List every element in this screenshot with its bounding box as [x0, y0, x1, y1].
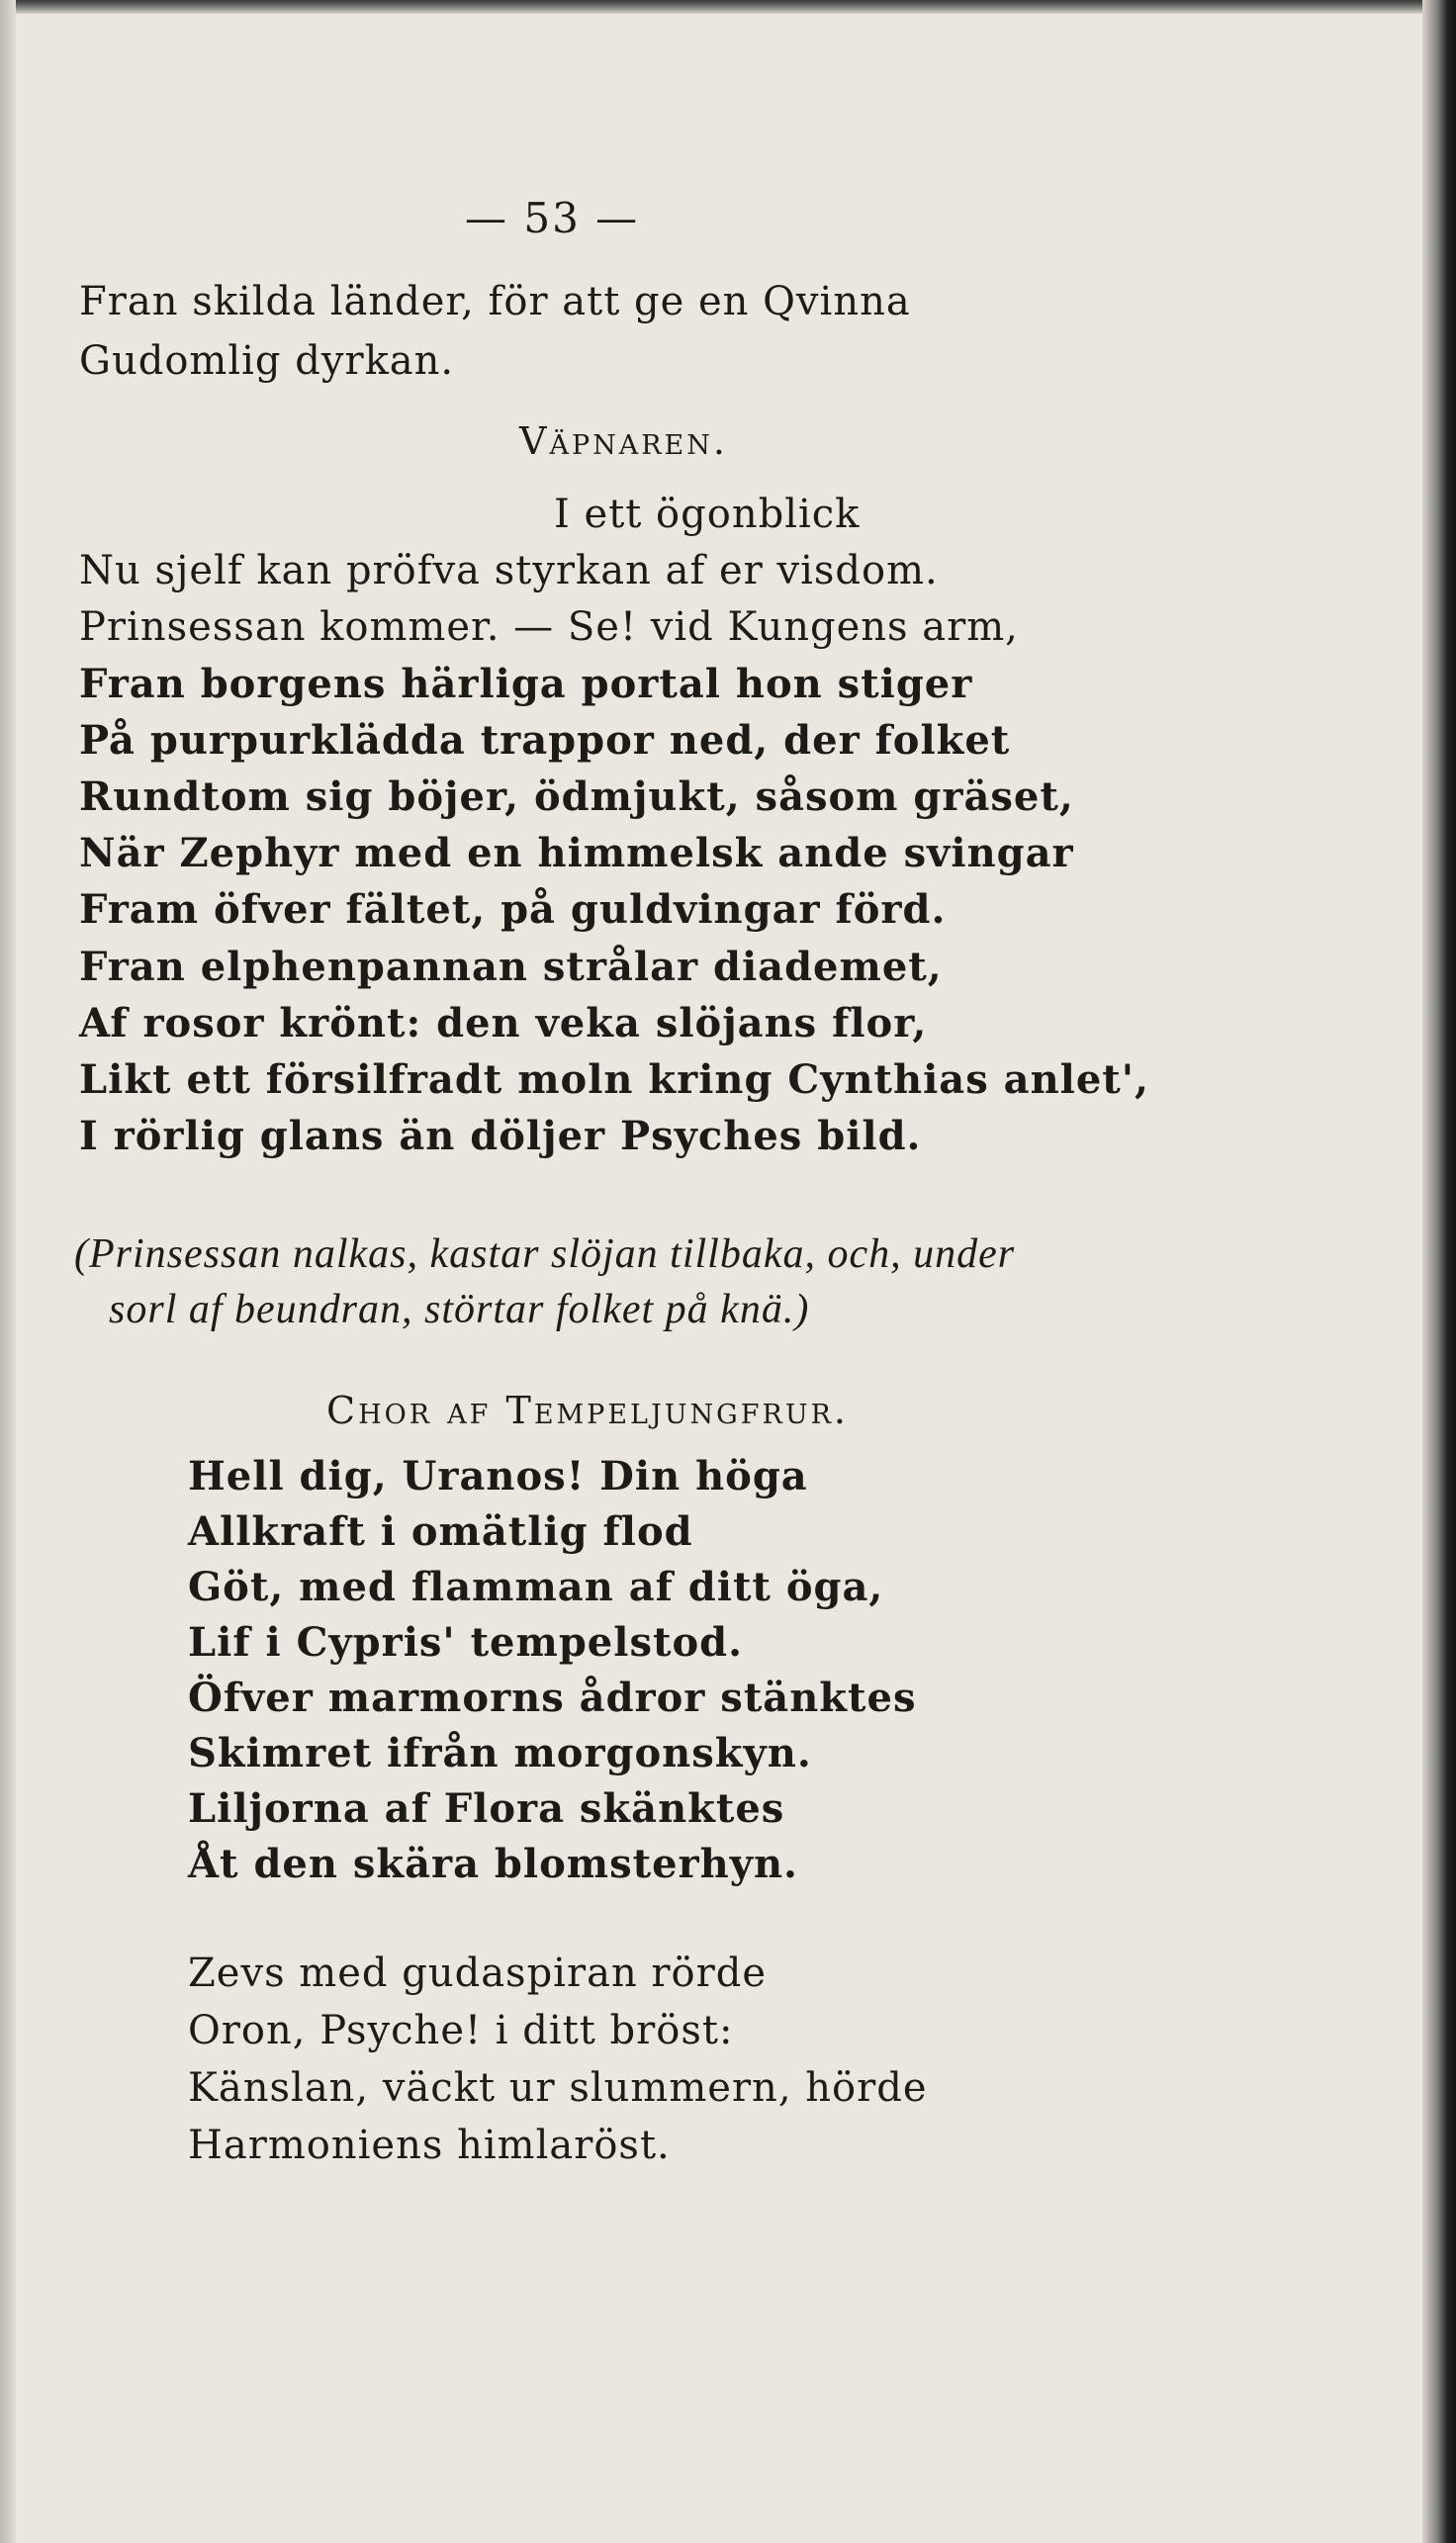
verse-line: Rundtom sig böjer, ödmjukt, såsom gräset,: [79, 773, 1074, 820]
verse-line: Oron, Psyche! i ditt bröst:: [188, 2008, 734, 2053]
verse-line: När Zephyr med en himmelsk ande svingar: [79, 830, 1074, 876]
verse-line: Göt, med flamman af ditt öga,: [188, 1564, 884, 1610]
verse-line: Allkraft i omätlig flod: [188, 1508, 693, 1555]
verse-line: Skimret ifrån morgonskyn.: [188, 1730, 812, 1776]
page-left-edge: [0, 0, 16, 2543]
verse-line: Lif i Cypris' tempelstod.: [188, 1619, 744, 1666]
verse-line: Öfver marmorns ådror stänktes: [188, 1675, 917, 1721]
verse-line: Likt ett försilfradt moln kring Cynthias anlet',: [79, 1056, 1149, 1103]
page-top-edge: [0, 0, 1456, 14]
verse-line: Fran borgens härliga portal hon stiger: [79, 661, 973, 707]
verse-line: Åt den skära blomsterhyn.: [188, 1841, 798, 1887]
verse-line: Fram öfver fältet, på guldvingar förd.: [79, 886, 947, 933]
verse-line: Hell dig, Uranos! Din höga: [188, 1453, 808, 1499]
verse-line: Nu sjelf kan pröfva styrkan af er visdom.: [79, 548, 939, 593]
verse-line: Känslan, väckt ur slummern, hörde: [188, 2065, 928, 2111]
text-line: Gudomlig dyrkan.: [79, 338, 455, 384]
verse-line: Prinsessan kommer. — Se! vid Kungens arm,: [79, 604, 1019, 650]
stage-direction: (Prinsessan nalkas, kastar slöjan tillbaka, och, under: [74, 1231, 1016, 1277]
page-right-edge: [1422, 0, 1456, 2543]
verse-line: Zevs med gudaspiran rörde: [188, 1951, 768, 1996]
stage-direction: sorl af beundran, störtar folket på knä.): [109, 1287, 810, 1332]
text-line: Fran skilda länder, för att ge en Qvinna: [79, 279, 911, 324]
verse-line: Af rosor krönt: den veka slöjans flor,: [79, 1000, 928, 1046]
verse-line: I rörlig glans än döljer Psyches bild.: [79, 1113, 922, 1159]
verse-line: Harmoniens himlaröst.: [188, 2123, 671, 2168]
verse-line: Fran elphenpannan strålar diademet,: [79, 944, 943, 990]
verse-line: I ett ögonblick: [554, 492, 861, 537]
page-number: — 53 —: [465, 194, 640, 242]
chorus-heading: Chor af Tempeljungfrur.: [326, 1389, 849, 1432]
speaker-heading: Väpnaren.: [519, 419, 728, 463]
verse-line: På purpurklädda trappor ned, der folket: [79, 717, 1011, 764]
verse-line: Liljorna af Flora skänktes: [188, 1785, 785, 1832]
